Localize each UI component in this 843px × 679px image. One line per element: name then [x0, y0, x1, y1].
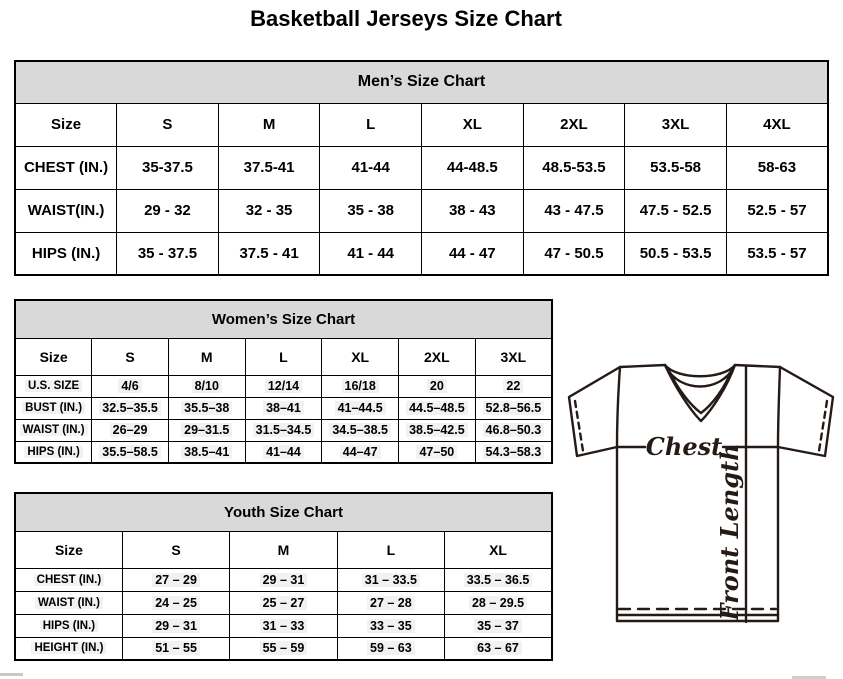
women-cell: 20 — [399, 375, 476, 397]
women-cell: 41–44 — [245, 441, 322, 463]
sleeve-seam-left — [617, 367, 620, 447]
women-cell: 38.5–41 — [168, 441, 245, 463]
women-row-label: WAIST (IN.) — [15, 419, 92, 441]
youth-row-label: WAIST (IN.) — [15, 591, 122, 614]
women-row-label: BUST (IN.) — [15, 397, 92, 419]
women-cell: 4/6 — [92, 375, 169, 397]
men-row-label: WAIST(IN.) — [15, 189, 117, 232]
youth-cell: 33.5 – 36.5 — [445, 568, 552, 591]
youth-cell: 25 – 27 — [230, 591, 337, 614]
men-cell: 29 - 32 — [117, 189, 219, 232]
scrollbar-fragment-left — [0, 673, 23, 676]
youth-cell: 31 – 33 — [230, 614, 337, 637]
women-cell: 29–31.5 — [168, 419, 245, 441]
men-cell: 47.5 - 52.5 — [625, 189, 727, 232]
youth-table-row — [15, 568, 552, 591]
youth-cell: 31 – 33.5 — [337, 568, 444, 591]
men-cell: 50.5 - 53.5 — [625, 232, 727, 275]
women-cell: 41–44.5 — [322, 397, 399, 419]
women-cell: 35.5–38 — [168, 397, 245, 419]
youth-table-row — [15, 614, 552, 637]
women-table-row — [15, 441, 552, 463]
men-row-label: HIPS (IN.) — [15, 232, 117, 275]
youth-row-label: HIPS (IN.) — [15, 614, 122, 637]
men-table-row — [15, 189, 828, 232]
youth-cell: 27 – 29 — [122, 568, 229, 591]
men-cell: 44 - 47 — [422, 232, 524, 275]
youth-cell: 35 – 37 — [445, 614, 552, 637]
men-table-row — [15, 232, 828, 275]
men-column-header: L — [320, 103, 422, 146]
jersey-outline — [569, 365, 833, 621]
women-column-header: 2XL — [399, 338, 476, 375]
women-cell: 34.5–38.5 — [322, 419, 399, 441]
youth-cell: 29 – 31 — [230, 568, 337, 591]
women-cell: 12/14 — [245, 375, 322, 397]
youth-cell: 51 – 55 — [122, 637, 229, 660]
women-row-label: HIPS (IN.) — [15, 441, 92, 463]
youth-row-label: CHEST (IN.) — [15, 568, 122, 591]
women-cell: 44–47 — [322, 441, 399, 463]
men-cell: 44-48.5 — [422, 146, 524, 189]
women-column-header: M — [168, 338, 245, 375]
men-cell: 43 - 47.5 — [523, 189, 625, 232]
women-column-header: L — [245, 338, 322, 375]
women-cell: 44.5–48.5 — [399, 397, 476, 419]
youth-cell: 27 – 28 — [337, 591, 444, 614]
women-column-header: XL — [322, 338, 399, 375]
men-column-header: 4XL — [726, 103, 828, 146]
youth-column-header: XL — [445, 531, 552, 568]
mens-column-header-row — [15, 103, 828, 146]
men-cell: 37.5-41 — [218, 146, 320, 189]
table-title: Women’s Size Chart — [15, 300, 552, 338]
table-title: Men’s Size Chart — [15, 61, 828, 103]
men-cell: 48.5-53.5 — [523, 146, 625, 189]
men-cell: 58-63 — [726, 146, 828, 189]
men-cell: 53.5 - 57 — [726, 232, 828, 275]
page-title: Basketball Jerseys Size Chart — [250, 6, 562, 31]
sleeve-seam-right — [778, 367, 780, 447]
women-cell: 8/10 — [168, 375, 245, 397]
youth-column-header: L — [337, 531, 444, 568]
women-cell: 26–29 — [92, 419, 169, 441]
youth-table-row — [15, 637, 552, 660]
youth-column-header-row — [15, 531, 552, 568]
youth-table-row — [15, 591, 552, 614]
youth-size-table — [14, 492, 553, 661]
chest-label: Chest — [645, 432, 723, 461]
womens-table-title-row — [15, 300, 552, 338]
women-table-row — [15, 419, 552, 441]
women-row-label: U.S. SIZE — [15, 375, 92, 397]
men-column-header: Size — [15, 103, 117, 146]
men-column-header: XL — [422, 103, 524, 146]
men-cell: 53.5-58 — [625, 146, 727, 189]
youth-column-header: S — [122, 531, 229, 568]
men-cell: 35 - 38 — [320, 189, 422, 232]
men-column-header: 3XL — [625, 103, 727, 146]
youth-cell: 29 – 31 — [122, 614, 229, 637]
men-column-header: S — [117, 103, 219, 146]
collar-arc-outer — [665, 365, 735, 376]
youth-cell: 55 – 59 — [230, 637, 337, 660]
men-cell: 41 - 44 — [320, 232, 422, 275]
men-cell: 35-37.5 — [117, 146, 219, 189]
men-row-label: CHEST (IN.) — [15, 146, 117, 189]
women-cell: 46.8–50.3 — [475, 419, 552, 441]
men-column-header: M — [218, 103, 320, 146]
mens-table-title-row — [15, 61, 828, 103]
women-cell: 31.5–34.5 — [245, 419, 322, 441]
womens-size-table — [14, 299, 553, 464]
men-cell: 37.5 - 41 — [218, 232, 320, 275]
mens-size-table — [14, 60, 829, 276]
men-cell: 52.5 - 57 — [726, 189, 828, 232]
youth-cell: 33 – 35 — [337, 614, 444, 637]
women-cell: 16/18 — [322, 375, 399, 397]
youth-cell: 28 – 29.5 — [445, 591, 552, 614]
women-table-row — [15, 375, 552, 397]
women-cell: 35.5–58.5 — [92, 441, 169, 463]
youth-cell: 63 – 67 — [445, 637, 552, 660]
youth-cell: 59 – 63 — [337, 637, 444, 660]
men-cell: 35 - 37.5 — [117, 232, 219, 275]
youth-row-label: HEIGHT (IN.) — [15, 637, 122, 660]
youth-cell: 24 – 25 — [122, 591, 229, 614]
table-title: Youth Size Chart — [15, 493, 552, 531]
men-cell: 47 - 50.5 — [523, 232, 625, 275]
men-table-row — [15, 146, 828, 189]
women-column-header: 3XL — [475, 338, 552, 375]
youth-column-header: M — [230, 531, 337, 568]
men-cell: 41-44 — [320, 146, 422, 189]
women-cell: 52.8–56.5 — [475, 397, 552, 419]
men-column-header: 2XL — [523, 103, 625, 146]
womens-column-header-row — [15, 338, 552, 375]
women-table-row — [15, 397, 552, 419]
youth-column-header: Size — [15, 531, 122, 568]
men-cell: 32 - 35 — [218, 189, 320, 232]
women-cell: 38.5–42.5 — [399, 419, 476, 441]
women-cell: 22 — [475, 375, 552, 397]
men-cell: 38 - 43 — [422, 189, 524, 232]
front-length-label: Front Length — [715, 443, 744, 621]
women-cell: 32.5–35.5 — [92, 397, 169, 419]
jersey-measurement-diagram — [562, 360, 840, 670]
women-column-header: Size — [15, 338, 92, 375]
women-cell: 38–41 — [245, 397, 322, 419]
youth-table-title-row — [15, 493, 552, 531]
women-column-header: S — [92, 338, 169, 375]
women-cell: 47–50 — [399, 441, 476, 463]
women-cell: 54.3–58.3 — [475, 441, 552, 463]
